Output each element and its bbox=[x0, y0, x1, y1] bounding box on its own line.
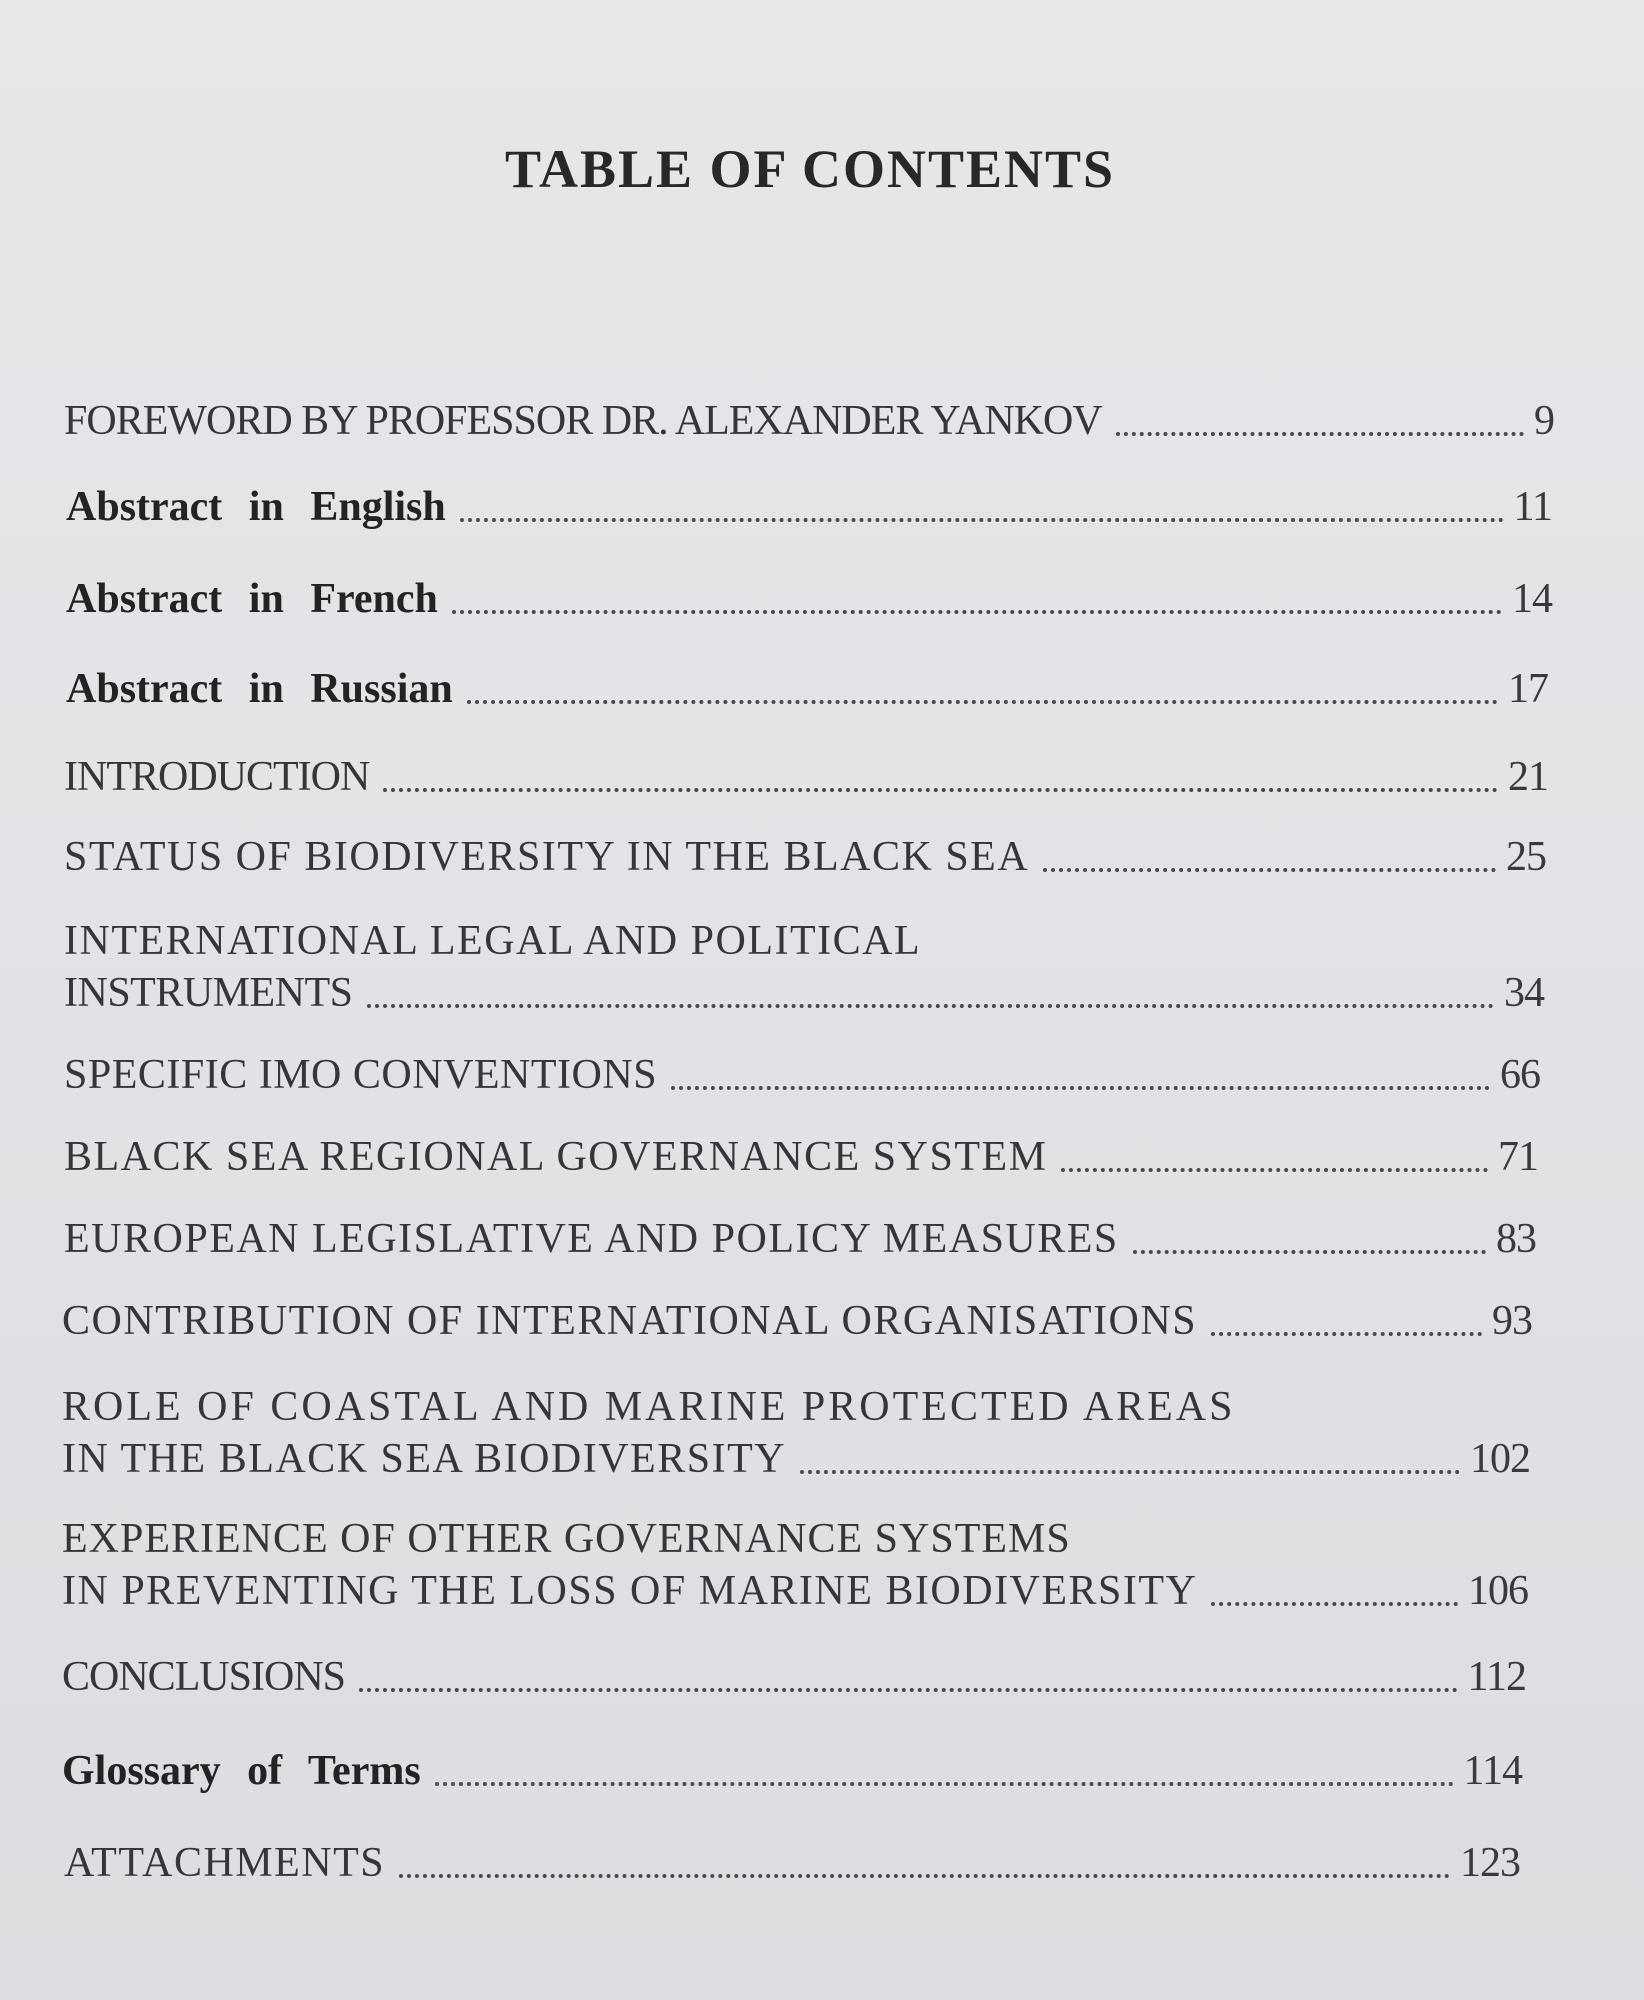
toc-page-number: 83 bbox=[1496, 1216, 1536, 1262]
toc-entry-label: Glossary of Terms bbox=[62, 1748, 421, 1794]
toc-page-number: 93 bbox=[1492, 1298, 1532, 1344]
dot-leader bbox=[1211, 1332, 1482, 1336]
toc-page-number: 123 bbox=[1460, 1840, 1520, 1886]
toc-page-number: 34 bbox=[1504, 970, 1544, 1016]
toc-entry-european-measures bbox=[64, 1218, 1536, 1260]
page-title: TABLE OF CONTENTS bbox=[504, 139, 1116, 199]
toc-entry-abstract-french bbox=[66, 578, 1552, 620]
dot-leader bbox=[1116, 432, 1524, 436]
dot-leader bbox=[367, 1004, 1494, 1008]
toc-page-number: 25 bbox=[1506, 834, 1546, 880]
toc-page-number: 21 bbox=[1508, 754, 1548, 800]
toc-entry-abstract-russian bbox=[66, 668, 1548, 710]
toc-entry-attachments bbox=[64, 1842, 1520, 1884]
toc-page-number: 114 bbox=[1463, 1748, 1522, 1794]
toc-entry-label: IN PREVENTING THE LOSS OF MARINE BIODIVERSITY bbox=[62, 1568, 1198, 1614]
toc-entry-label: IN THE BLACK SEA BIODIVERSITY bbox=[62, 1436, 787, 1482]
dot-leader bbox=[467, 700, 1498, 704]
toc-entry-label: STATUS OF BIODIVERSITY IN THE BLACK SEA bbox=[64, 834, 1030, 880]
toc-entry-label: CONCLUSIONS bbox=[62, 1654, 346, 1700]
toc-entry-label: ATTACHMENTS bbox=[64, 1840, 386, 1886]
toc-page-number: 17 bbox=[1508, 666, 1548, 712]
dot-leader bbox=[1133, 1250, 1486, 1254]
dot-leader bbox=[1061, 1168, 1488, 1172]
dot-leader bbox=[359, 1688, 1458, 1692]
toc-entry-abstract-english bbox=[66, 486, 1552, 528]
toc-page-number: 112 bbox=[1467, 1654, 1526, 1700]
dot-leader bbox=[452, 610, 1502, 614]
dot-leader bbox=[1211, 1602, 1458, 1606]
toc-entry-label: Abstract in English bbox=[66, 484, 446, 530]
toc-entry-first-line: ROLE OF COASTAL AND MARINE PROTECTED AREAS bbox=[62, 1384, 1236, 1430]
toc-entry-label: SPECIFIC IMO CONVENTIONS bbox=[64, 1052, 658, 1098]
toc-page-number: 9 bbox=[1534, 398, 1554, 444]
toc-page-number: 102 bbox=[1470, 1436, 1530, 1482]
toc-entry-label: EUROPEAN LEGISLATIVE AND POLICY MEASURES bbox=[64, 1216, 1119, 1262]
toc-entry-introduction bbox=[64, 756, 1548, 798]
toc-entry-label: INTRODUCTION bbox=[64, 754, 370, 800]
toc-entry-first-line: EXPERIENCE OF OTHER GOVERNANCE SYSTEMS bbox=[62, 1516, 1071, 1562]
toc-entry-label: CONTRIBUTION OF INTERNATIONAL ORGANISATIONS bbox=[62, 1298, 1198, 1344]
toc-entry-other-governance bbox=[62, 1570, 1528, 1612]
dot-leader bbox=[800, 1470, 1460, 1474]
toc-entry-conclusions bbox=[62, 1656, 1526, 1698]
toc-page-number: 11 bbox=[1513, 484, 1552, 530]
toc-page-number: 14 bbox=[1512, 576, 1552, 622]
toc-entry-label: INSTRUMENTS bbox=[64, 970, 353, 1016]
dot-leader bbox=[383, 788, 1498, 792]
toc-entry-foreword bbox=[64, 400, 1554, 442]
toc-page-number: 106 bbox=[1468, 1568, 1528, 1614]
toc-entry-first-line: INTERNATIONAL LEGAL AND POLITICAL bbox=[64, 918, 922, 964]
toc-entry-label: FOREWORD BY PROFESSOR DR. ALEXANDER YANKOV bbox=[64, 398, 1102, 444]
dot-leader bbox=[435, 1782, 1454, 1786]
dot-leader bbox=[399, 1874, 1450, 1878]
toc-entry-international-organisations bbox=[62, 1300, 1532, 1342]
toc-entry-regional-governance bbox=[64, 1136, 1538, 1178]
toc-entry-label: BLACK SEA REGIONAL GOVERNANCE SYSTEM bbox=[64, 1134, 1048, 1180]
toc-entry-protected-areas bbox=[62, 1438, 1530, 1480]
dot-leader bbox=[671, 1086, 1490, 1090]
toc-entry-imo-conventions bbox=[64, 1054, 1540, 1096]
toc-entry-status-biodiversity bbox=[64, 836, 1546, 878]
toc-entry-label: Abstract in Russian bbox=[66, 666, 453, 712]
toc-entry-international-instruments bbox=[64, 972, 1544, 1014]
toc-entry-glossary bbox=[62, 1750, 1522, 1792]
dot-leader bbox=[460, 518, 1504, 522]
dot-leader bbox=[1043, 868, 1496, 872]
toc-entry-label: Abstract in French bbox=[66, 576, 438, 622]
toc-page-number: 71 bbox=[1498, 1134, 1538, 1180]
toc-page-number: 66 bbox=[1500, 1052, 1540, 1098]
